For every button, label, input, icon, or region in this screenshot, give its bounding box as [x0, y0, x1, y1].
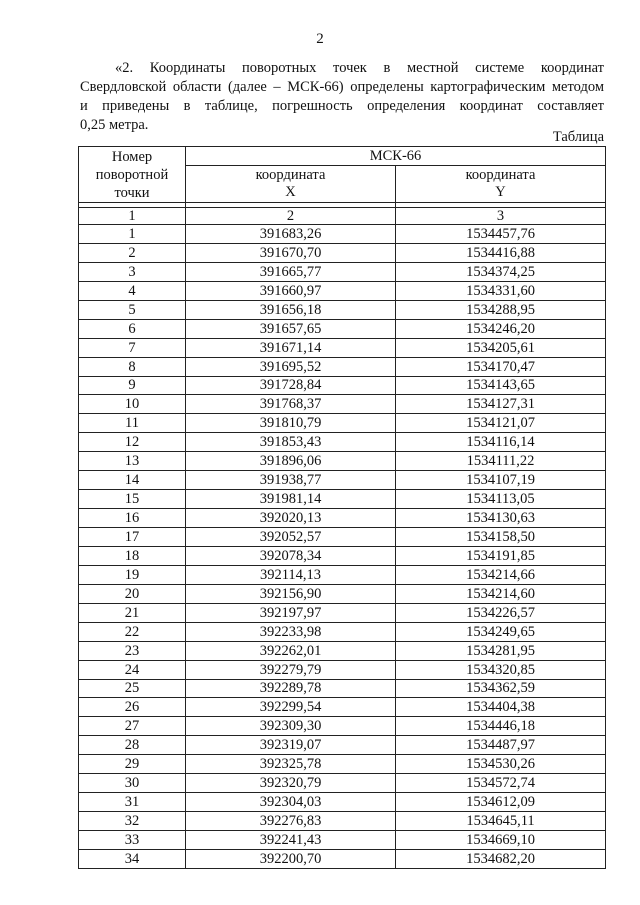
table-row: [79, 528, 606, 547]
header-coordinate-x: [186, 166, 396, 203]
coordinate-x-cell: 391853,43: [186, 433, 396, 452]
header-point-number: [79, 147, 186, 203]
coordinate-x-cell: 392197,97: [186, 603, 396, 622]
paragraph-line: «2. Координаты поворотных точек в местной системе координат: [115, 60, 604, 76]
coordinate-x-cell: 392020,13: [186, 509, 396, 528]
coordinate-y-cell: 1534530,26: [396, 755, 606, 774]
coordinate-y-cell: 1534320,85: [396, 660, 606, 679]
point-number-cell: 33: [79, 831, 186, 850]
header-x-line: X: [285, 184, 296, 200]
point-number-cell: 31: [79, 793, 186, 812]
table-row: [79, 509, 606, 528]
coordinate-x-cell: 392299,54: [186, 698, 396, 717]
point-number-cell: 17: [79, 528, 186, 547]
coordinate-x-cell: 392078,34: [186, 546, 396, 565]
coordinate-x-cell: 391768,37: [186, 395, 396, 414]
coordinate-x-cell: 392319,07: [186, 736, 396, 755]
paragraph-line: и приведены в таблице, погрешность определения координат составляет: [80, 98, 604, 114]
coordinate-x-cell: 391683,26: [186, 225, 396, 244]
header-coordinate-system: МСК-66: [186, 147, 606, 166]
point-number-cell: 2: [79, 243, 186, 262]
coordinate-y-cell: 1534158,50: [396, 528, 606, 547]
coordinate-x-cell: 391660,97: [186, 281, 396, 300]
coordinate-y-cell: 1534143,65: [396, 376, 606, 395]
coordinate-x-cell: 391671,14: [186, 338, 396, 357]
point-number-cell: 13: [79, 452, 186, 471]
point-number-cell: 11: [79, 414, 186, 433]
point-number-cell: 18: [79, 546, 186, 565]
table-row: [79, 660, 606, 679]
point-number-cell: 14: [79, 471, 186, 490]
table-caption: Таблица: [552, 129, 604, 145]
point-number-cell: 3: [79, 262, 186, 281]
coordinate-x-cell: 392276,83: [186, 812, 396, 831]
coordinate-y-cell: 1534374,25: [396, 262, 606, 281]
coordinate-x-cell: 392233,98: [186, 622, 396, 641]
coordinate-y-cell: 1534249,65: [396, 622, 606, 641]
point-number-cell: 20: [79, 584, 186, 603]
coordinate-x-cell: 391981,14: [186, 490, 396, 509]
coordinate-x-cell: 392241,43: [186, 831, 396, 850]
table-row: [79, 812, 606, 831]
table-row: [79, 300, 606, 319]
header-x-line: координата: [255, 167, 326, 183]
coordinate-y-cell: 1534191,85: [396, 546, 606, 565]
table-row: [79, 319, 606, 338]
column-numbers-row: [79, 208, 606, 225]
coordinate-x-cell: 391656,18: [186, 300, 396, 319]
table-row: [79, 281, 606, 300]
coordinate-x-cell: 391665,77: [186, 262, 396, 281]
point-number-cell: 22: [79, 622, 186, 641]
coordinate-y-cell: 1534226,57: [396, 603, 606, 622]
coordinate-y-cell: 1534362,59: [396, 679, 606, 698]
point-number-cell: 23: [79, 641, 186, 660]
point-number-cell: 16: [79, 509, 186, 528]
column-number: 3: [396, 208, 606, 225]
coordinate-x-cell: 392304,03: [186, 793, 396, 812]
coordinate-x-cell: 391695,52: [186, 357, 396, 376]
point-number-cell: 10: [79, 395, 186, 414]
coordinate-x-cell: 392325,78: [186, 755, 396, 774]
point-number-cell: 12: [79, 433, 186, 452]
point-number-cell: 21: [79, 603, 186, 622]
point-number-cell: 30: [79, 774, 186, 793]
table-row: [79, 452, 606, 471]
point-number-cell: 28: [79, 736, 186, 755]
point-number-cell: 7: [79, 338, 186, 357]
table-row: [79, 584, 606, 603]
point-number-cell: 25: [79, 679, 186, 698]
coordinate-x-cell: 392309,30: [186, 717, 396, 736]
table-row: [79, 433, 606, 452]
coordinate-y-cell: 1534682,20: [396, 849, 606, 868]
coordinate-y-cell: 1534170,47: [396, 357, 606, 376]
point-number-cell: 8: [79, 357, 186, 376]
point-number-cell: 34: [79, 849, 186, 868]
paragraph-line: Свердловской области (далее – МСК-66) определены картографическим методом: [80, 79, 604, 95]
coordinate-x-cell: 391896,06: [186, 452, 396, 471]
coordinate-x-cell: 392320,79: [186, 774, 396, 793]
column-number: 1: [79, 208, 186, 225]
header-coordinate-y: [396, 166, 606, 203]
point-number-cell: 9: [79, 376, 186, 395]
coordinate-y-cell: 1534107,19: [396, 471, 606, 490]
coordinate-x-cell: 391670,70: [186, 243, 396, 262]
intro-paragraph: [80, 59, 604, 135]
point-number-cell: 19: [79, 565, 186, 584]
point-number-cell: 1: [79, 225, 186, 244]
table-row: [79, 679, 606, 698]
table-row: [79, 849, 606, 868]
point-number-cell: 32: [79, 812, 186, 831]
coordinate-y-cell: 1534572,74: [396, 774, 606, 793]
coordinate-y-cell: 1534416,88: [396, 243, 606, 262]
coordinate-x-cell: 392114,13: [186, 565, 396, 584]
coordinate-x-cell: 391657,65: [186, 319, 396, 338]
table-row: [79, 774, 606, 793]
table-row: [79, 414, 606, 433]
coordinate-x-cell: 391938,77: [186, 471, 396, 490]
coordinate-y-cell: 1534288,95: [396, 300, 606, 319]
point-number-cell: 4: [79, 281, 186, 300]
table-row: [79, 641, 606, 660]
coordinate-y-cell: 1534404,38: [396, 698, 606, 717]
table-row: [79, 471, 606, 490]
coordinate-x-cell: 391728,84: [186, 376, 396, 395]
header-y-line: координата: [465, 167, 536, 183]
header-point-line: поворотной: [95, 166, 169, 183]
coordinate-y-cell: 1534205,61: [396, 338, 606, 357]
table-row: [79, 755, 606, 774]
table-row: [79, 698, 606, 717]
point-number-cell: 15: [79, 490, 186, 509]
coordinate-x-cell: 392156,90: [186, 584, 396, 603]
coordinate-y-cell: 1534487,97: [396, 736, 606, 755]
coordinate-y-cell: 1534446,18: [396, 717, 606, 736]
coordinate-x-cell: 391810,79: [186, 414, 396, 433]
point-number-cell: 26: [79, 698, 186, 717]
coordinate-x-cell: 392289,78: [186, 679, 396, 698]
coordinate-y-cell: 1534214,66: [396, 565, 606, 584]
page-number: 2: [316, 31, 324, 47]
header-point-line: точки: [114, 184, 150, 201]
table-row: [79, 622, 606, 641]
coordinate-y-cell: 1534130,63: [396, 509, 606, 528]
table-row: [79, 603, 606, 622]
table-row: [79, 243, 606, 262]
coordinate-x-cell: 392200,70: [186, 849, 396, 868]
point-number-cell: 27: [79, 717, 186, 736]
column-number: 2: [186, 208, 396, 225]
table-row: [79, 565, 606, 584]
coordinate-y-cell: 1534246,20: [396, 319, 606, 338]
coordinate-y-cell: 1534121,07: [396, 414, 606, 433]
table-row: [79, 357, 606, 376]
coordinate-y-cell: 1534612,09: [396, 793, 606, 812]
coordinate-y-cell: 1534331,60: [396, 281, 606, 300]
paragraph-line: 0,25 метра.: [80, 117, 149, 133]
coordinate-y-cell: 1534457,76: [396, 225, 606, 244]
point-number-cell: 29: [79, 755, 186, 774]
table-row: [79, 736, 606, 755]
coordinate-y-cell: 1534214,60: [396, 584, 606, 603]
coordinate-y-cell: 1534281,95: [396, 641, 606, 660]
coordinate-y-cell: 1534127,31: [396, 395, 606, 414]
table-row: [79, 338, 606, 357]
table-row: [79, 546, 606, 565]
table-row: [79, 225, 606, 244]
table-row: [79, 376, 606, 395]
coordinate-y-cell: 1534111,22: [396, 452, 606, 471]
coordinate-y-cell: 1534116,14: [396, 433, 606, 452]
coordinate-x-cell: 392262,01: [186, 641, 396, 660]
header-point-line: Номер: [111, 148, 153, 165]
header-y-line: Y: [495, 184, 506, 200]
coordinate-x-cell: 392052,57: [186, 528, 396, 547]
table-row: [79, 831, 606, 850]
point-number-cell: 24: [79, 660, 186, 679]
table-row: [79, 490, 606, 509]
coordinate-x-cell: 392279,79: [186, 660, 396, 679]
coordinate-y-cell: 1534113,05: [396, 490, 606, 509]
table-row: [79, 717, 606, 736]
point-number-cell: 6: [79, 319, 186, 338]
coordinate-y-cell: 1534645,11: [396, 812, 606, 831]
table-row: [79, 262, 606, 281]
point-number-cell: 5: [79, 300, 186, 319]
coordinate-y-cell: 1534669,10: [396, 831, 606, 850]
table-row: [79, 395, 606, 414]
table-row: [79, 793, 606, 812]
coordinates-table: [78, 146, 606, 869]
